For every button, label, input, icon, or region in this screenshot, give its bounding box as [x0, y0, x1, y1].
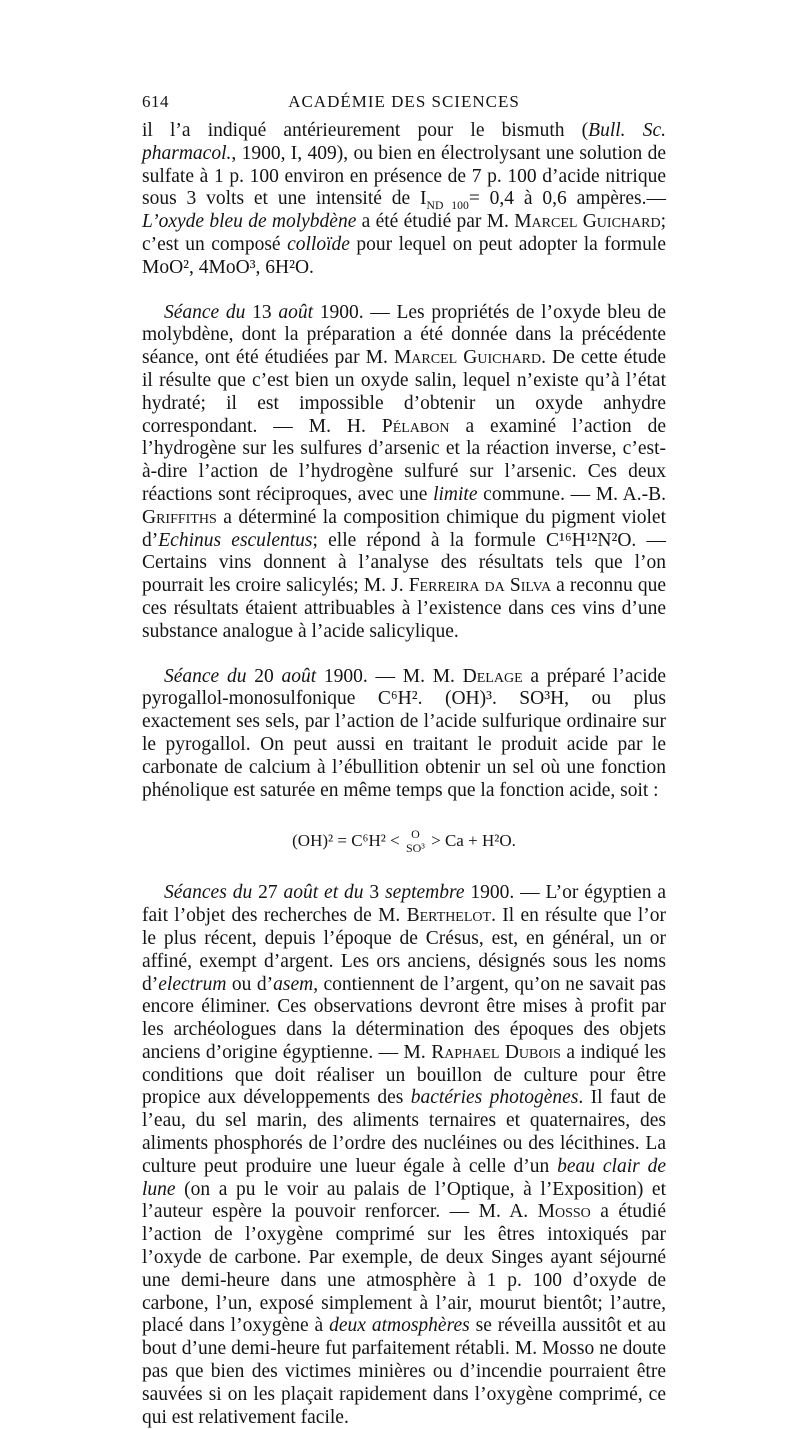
- italic-term: deux atmosphères: [329, 1315, 470, 1337]
- paragraph-continuation: [142, 120, 666, 280]
- chemical-formula: [142, 812, 666, 868]
- text-run: a déterminé la composition chimique du pigment violet d’: [142, 506, 666, 551]
- text-run: . Il faut de l’eau, du sel marin, des aliments ternaires et quaternaires, des aliments phosphorés de l’ordre des nucléines ou des lécithines. La culture peut produire une lueur égale à celle d’un: [142, 1087, 666, 1177]
- text-run: . De cette étude il résulte que c’est bien un oxyde salin, lequel n’existe qu’à l’état hydraté; il est impossible d’obtenir un oxyde anhydre correspondant. — M. H.: [142, 347, 666, 437]
- text-run: 3: [363, 882, 386, 904]
- author-name: Marcel Guichard: [393, 347, 542, 369]
- text-run: = 0,4 à 0,6 ampères.—: [468, 188, 666, 210]
- formula-left: (OH)² = C⁶H²: [292, 831, 386, 851]
- session-label: Séance du: [164, 665, 247, 687]
- author-name: Berthelot: [406, 905, 492, 927]
- text-run: a reconnu que ces résultats étaient attribuables à l’existence dans ces vins d’une substance analogue à l’acide salicylique.: [142, 575, 666, 642]
- text-run: a indiqué les conditions que doit réaliser un bouillon de culture pour être propice aux développements des: [142, 1041, 666, 1109]
- paragraph-seance-13-aout: [142, 302, 666, 644]
- author-name: Mosso: [537, 1201, 591, 1223]
- session-label: septembre: [385, 882, 465, 904]
- session-label: août: [278, 301, 313, 323]
- text-run: a examiné l’action de l’hydrogène sur les sulfures d’arsenic et la réaction inverse, c’est-à-dire l’action de l’hydrogène sulfuré sur l’arsenic. Ces deux réactions sont réciproques, avec une: [142, 415, 666, 505]
- paragraph-seances-27-aout-3-septembre: [142, 882, 666, 1429]
- session-label: août et du: [283, 882, 364, 904]
- text-run: a étudié l’action de l’oxygène comprimé sur les êtres intoxiqués par l’oxyde de carbone. Par exemple, de deux Singes ayant séjourné une demi-heure dans une atmosphère à 1 p. 100 d’oxyde de carbone, l’un, exposé simplement à l’air, mourut bientôt; l’autre, placé dans l’oxygène à: [142, 1201, 666, 1337]
- author-name: Delage: [462, 665, 523, 687]
- page-number: 614: [142, 92, 169, 111]
- text-run: a été étudié par M.: [356, 211, 515, 233]
- italic-term: Echinus esculentus: [158, 529, 313, 551]
- italic-term: L’oxyde bleu de molybdène: [142, 211, 357, 233]
- author-name: Ferreira da Silva: [408, 575, 552, 597]
- formula-stack: [406, 827, 425, 855]
- italic-term: bactéries photogènes: [410, 1087, 579, 1109]
- italic-term: beau clair de lune: [142, 1155, 666, 1200]
- formula-right: Ca + H²O.: [444, 831, 516, 851]
- formula-lower: SO³: [405, 841, 425, 856]
- text-run: 27: [252, 882, 284, 904]
- italic-term: limite: [433, 483, 478, 505]
- author-name: Raphael Dubois: [431, 1041, 561, 1063]
- text-run: se réveilla aussitôt et au bout d’une demi-heure fut parfaitement rétabli. M. Mosso ne doute pas que bien des victimes minières ou d’incendie pourraient être sauvées si on les plaçait rapidement dans l’oxygène comprimé, ce qui est relativement facile.: [142, 1315, 666, 1428]
- text-run: ou d’: [226, 973, 274, 995]
- bracket-close-icon: >: [431, 831, 441, 851]
- current-density-subscript: ND 100: [426, 199, 469, 213]
- running-header: [142, 86, 666, 116]
- text-run: , 1900, I, 409), ou bien en électrolysant une solution de sulfate à 1 p. 100 environ en présence de 7 p. 100 d’acide nitrique sous 3 volts et une intensité de I: [142, 142, 666, 210]
- session-label: Séance du: [164, 301, 246, 323]
- paragraph-seance-20-aout: [142, 666, 666, 803]
- author-name: Marcel Guichard: [514, 211, 661, 233]
- text-run: 1900. — M. M.: [316, 665, 463, 687]
- text-run: 1900. — L’or égyptien a fait l’objet des recherches de M.: [142, 882, 667, 927]
- text-run: , contiennent de l’argent, qu’on ne savait pas encore éliminer. Ces observations devront être mises à profit par les archéologues dans la détermination des époques des objets anciens d’origine égyptienne. — M.: [142, 973, 667, 1063]
- text-run: (on a pu le voir au palais de l’Optique, à l’Exposition) et l’auteur espère la pouvoir renforcer. — M. A.: [142, 1178, 666, 1223]
- italic-term: colloïde: [287, 233, 350, 255]
- text-run: ; c’est un composé: [142, 211, 666, 255]
- body-text: [142, 120, 666, 1429]
- italic-term: asem: [273, 973, 314, 995]
- text-run: . Il en résulte que l’or le plus récent, depuis l’époque de Crésus, est, en général, un or affiné, exempt d’argent. Les ors anciens, désignés sous les noms d’: [142, 905, 666, 995]
- journal-citation: Bull. Sc. pharmacol.: [142, 120, 666, 164]
- formula-upper: O: [411, 827, 420, 842]
- author-name: Griffiths: [142, 506, 217, 528]
- session-label: Séances du: [164, 882, 253, 904]
- bracket-open-icon: <: [390, 831, 400, 851]
- session-label: août: [281, 665, 317, 687]
- text-run: commune. — M. A.-B.: [477, 483, 666, 505]
- text-run: 20: [246, 665, 282, 687]
- italic-term: electrum: [158, 973, 227, 995]
- text-run: ; elle répond à la formule C¹⁶H¹²N²O. — Certains vins donnent à l’analyse des résultats tels que l’on pourrait les croire salicylés; M. J.: [142, 529, 666, 597]
- running-title: ACADÉMIE DES SCIENCES: [288, 92, 520, 111]
- text-run: 13: [245, 301, 279, 323]
- text-run: pour lequel on peut adopter la formule MoO², 4MoO³, 6H²O.: [142, 233, 666, 278]
- text-run: a préparé l’acide pyrogallol-monosulfonique C⁶H². (OH)³. SO³H, ou plus exactement ses sels, par l’action de l’acide sulfurique ordinaire sur le pyrogallol. On peut aussi en traitant le produit acide par le carbonate de calcium à l’ébullition obtenir un sel où une fonction phénolique est saturée en même temps que la fonction acide, soit :: [142, 665, 667, 801]
- text-run: 1900. — Les propriétés de l’oxyde bleu de molybdène, dont la préparation a été donnée dans la précédente séance, ont été étudiées par M.: [142, 301, 667, 369]
- author-name: Pélabon: [381, 415, 450, 437]
- text-run: il l’a indiqué antérieurement pour le bismuth (: [142, 120, 589, 141]
